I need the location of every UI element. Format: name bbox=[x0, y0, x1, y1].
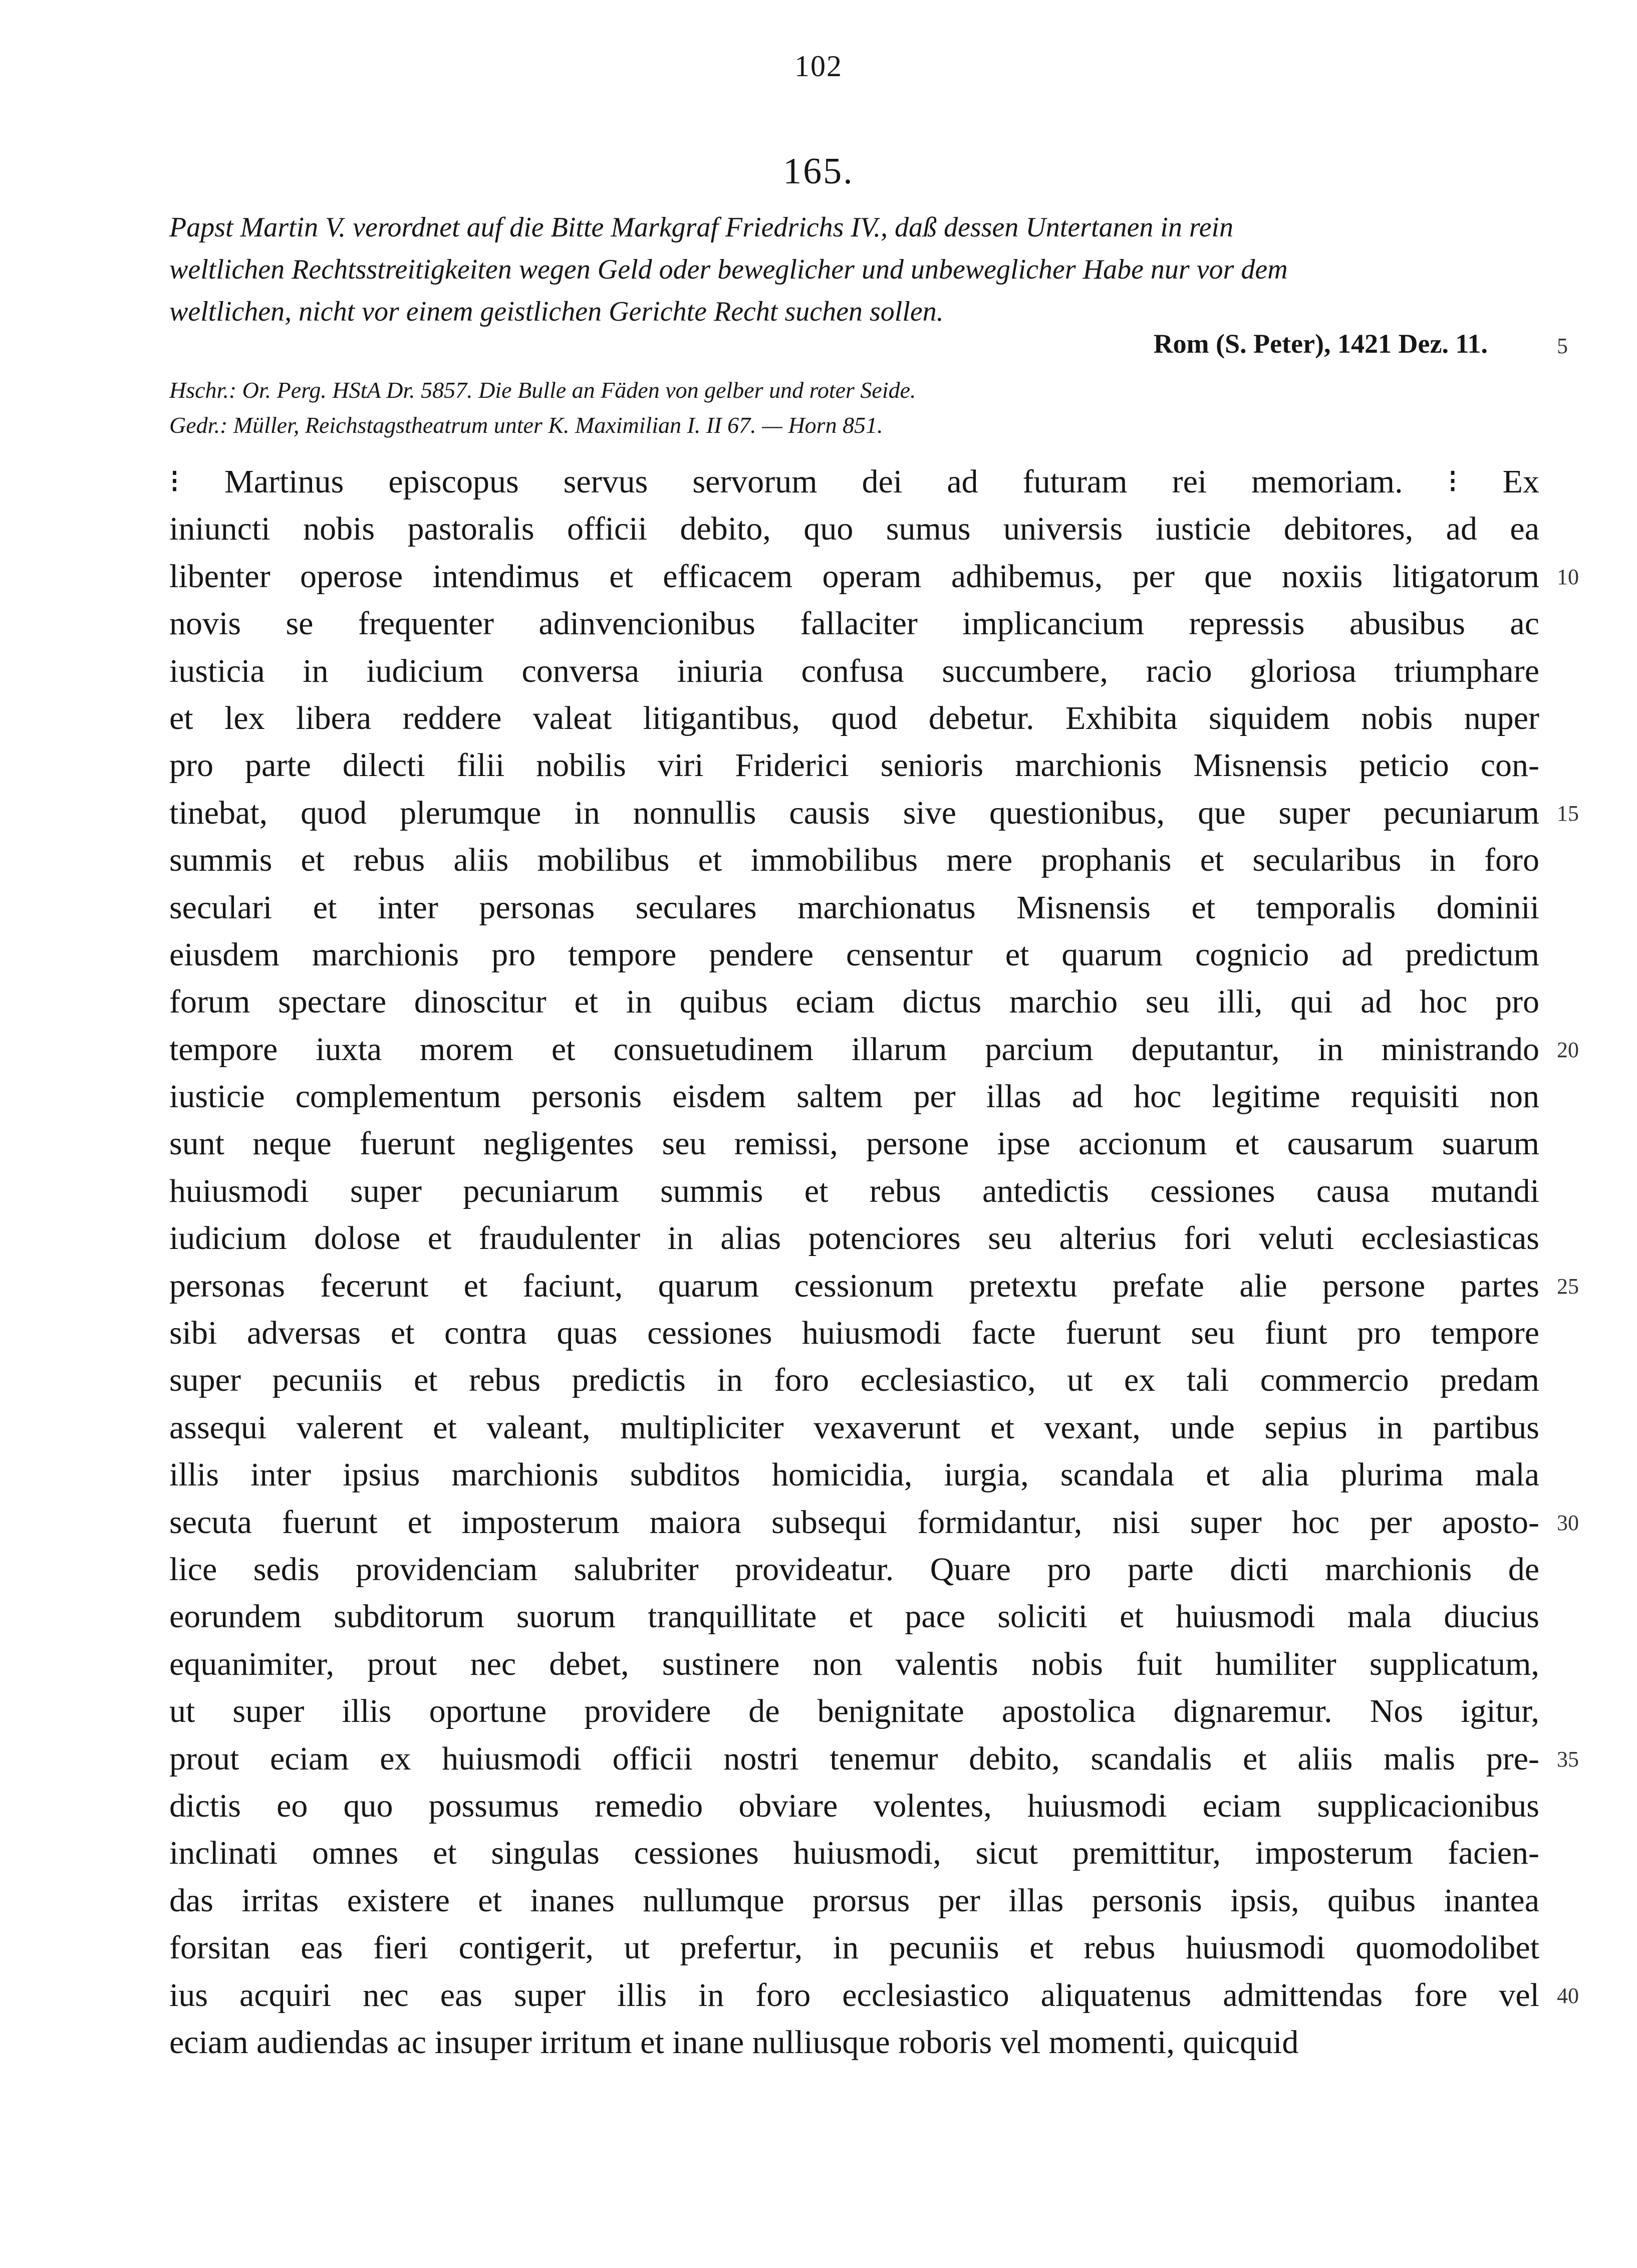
summary-line: Papst Martin V. verordnet auf die Bitte Markgraf Friedrichs IV., daß dessen Untertanen in rein bbox=[169, 212, 1234, 243]
text-line: dictis eo quo possumus remedio obviare volentes, huiusmodi eciam supplicacionibus bbox=[169, 1787, 1539, 1824]
text-line: pro parte dilecti filii nobilis viri Friderici senioris marchionis Misnensis peticio con- bbox=[169, 747, 1539, 784]
text-line: iusticia in iudicium conversa iniuria confusa succumbere, racio gloriosa triumphare bbox=[169, 652, 1539, 689]
page-number: 102 bbox=[794, 50, 843, 83]
margin-line-number: 10 bbox=[1557, 565, 1579, 589]
text-line: inclinati omnes et singulas cessiones huiusmodi, sicut premittitur, imposterum facien- bbox=[169, 1835, 1539, 1872]
text-line: illis inter ipsius marchionis subditos homicidia, iurgia, scandala et alia plurima mala bbox=[169, 1456, 1539, 1493]
text-line: lice sedis providenciam salubriter provideatur. Quare pro parte dicti marchionis de bbox=[169, 1551, 1539, 1588]
text-line: eorundem subditorum suorum tranquillitate et pace soliciti et huiusmodi mala diucius bbox=[169, 1598, 1539, 1635]
text-line: personas fecerunt et faciunt, quarum cessionum pretextu prefate alie persone partes bbox=[169, 1267, 1539, 1304]
text-line: iudicium dolose et fraudulenter in alias potenciores seu alterius fori veluti ecclesiasticas bbox=[169, 1220, 1539, 1257]
text-line: equanimiter, prout nec debet, sustinere non valentis nobis fuit humiliter supplicatum, bbox=[169, 1645, 1539, 1682]
text-line: sibi adversas et contra quas cessiones huiusmodi facte fuerunt seu fiunt pro tempore bbox=[169, 1315, 1539, 1352]
text-line: ⁝ Martinus episcopus servus servorum dei ad futuram rei memoriam. ⁝ Ex bbox=[169, 463, 1539, 500]
text-line: forum spectare dinoscitur et in quibus eciam dictus marchio seu illi, qui ad hoc pro bbox=[169, 983, 1539, 1021]
text-line: assequi valerent et valeant, multipliciter vexaverunt et vexant, unde sepius in partibus bbox=[169, 1409, 1539, 1446]
text-line: iniuncti nobis pastoralis officii debito, quo sumus universis iusticie debitores, ad ea bbox=[169, 511, 1539, 548]
margin-line-number: 15 bbox=[1557, 801, 1579, 826]
margin-line-number: 25 bbox=[1557, 1274, 1579, 1299]
margin-line-number: 30 bbox=[1557, 1510, 1579, 1535]
text-line: das irritas existere et inanes nullumque prorsus per illas personis ipsis, quibus inantea bbox=[169, 1882, 1539, 1919]
text-line: forsitan eas fieri contigerit, ut prefertur, in pecuniis et rebus huiusmodi quomodolibet bbox=[169, 1929, 1539, 1966]
body-text bbox=[169, 458, 1539, 2066]
text-line: novis se frequenter adinvencionibus fallaciter implicancium repressis abusibus ac bbox=[169, 605, 1539, 642]
text-line: secuta fuerunt et imposterum maiora subsequi formidantur, nisi super hoc per aposto- bbox=[169, 1503, 1539, 1541]
margin-line-number: 20 bbox=[1557, 1038, 1579, 1062]
margin-line-number: 40 bbox=[1557, 1983, 1579, 2008]
text-line: super pecuniis et rebus predictis in foro ecclesiastico, ut ex tali commercio predam bbox=[169, 1362, 1539, 1399]
text-line: seculari et inter personas seculares marchionatus Misnensis et temporalis dominii bbox=[169, 889, 1539, 926]
text-line: libenter operose intendimus et efficacem operam adhibemus, per que noxiis litigatorum bbox=[169, 558, 1539, 595]
text-line: et lex libera reddere valeat litigantibus, quod debetur. Exhibita siquidem nobis nuper bbox=[169, 699, 1539, 736]
text-line: eiusdem marchionis pro tempore pendere censentur et quarum cognicio ad predictum bbox=[169, 936, 1539, 973]
text-line: summis et rebus aliis mobilibus et immobilibus mere prophanis et secularibus in foro bbox=[169, 842, 1539, 879]
summary-line: weltlichen Rechtsstreitigkeiten wegen Geld oder beweglicher und unbeweglicher Habe nur vor dem bbox=[169, 254, 1288, 285]
print-note: Gedr.: Müller, Reichstagstheatrum unter K. Maximilian I. II 67. — Horn 851. bbox=[169, 412, 883, 438]
text-line: iusticie complementum personis eisdem saltem per illas ad hoc legitime requisiti non bbox=[169, 1078, 1539, 1115]
text-line: sunt neque fuerunt negligentes seu remissi, persone ipse accionum et causarum suarum bbox=[169, 1125, 1539, 1162]
manuscript-note: Hschr.: Or. Perg. HStA Dr. 5857. Die Bulle an Fäden von gelber und roter Seide. bbox=[169, 377, 916, 403]
text-line: eciam audiendas ac insuper irritum et inane nulliusque roboris vel momenti, quicquid bbox=[169, 2024, 1299, 2061]
text-line: prout eciam ex huiusmodi officii nostri tenemur debito, scandalis et aliis malis pre- bbox=[169, 1740, 1539, 1777]
margin-line-number: 35 bbox=[1557, 1747, 1579, 1772]
text-line: ius acquiri nec eas super illis in foro ecclesiastico aliquatenus admittendas fore vel bbox=[169, 1976, 1539, 2013]
text-line: ut super illis oportune providere de benignitate apostolica dignaremur. Nos igitur, bbox=[169, 1693, 1539, 1730]
regest-summary bbox=[169, 206, 1532, 333]
text-line: huiusmodi super pecuniarum summis et rebus antedictis cessiones causa mutandi bbox=[169, 1172, 1539, 1209]
document-number: 165. bbox=[783, 151, 854, 192]
summary-line: weltlichen, nicht vor einem geistlichen Gerichte Recht suchen sollen. bbox=[169, 296, 944, 327]
line-marker: 5 bbox=[1557, 334, 1568, 358]
dating-line: Rom (S. Peter), 1421 Dez. 11. bbox=[1153, 329, 1488, 359]
text-line: tempore iuxta morem et consuetudinem illarum parcium deputantur, in ministrando bbox=[169, 1031, 1539, 1068]
text-line: tinebat, quod plerumque in nonnullis causis sive questionibus, que super pecuniarum bbox=[169, 794, 1539, 831]
